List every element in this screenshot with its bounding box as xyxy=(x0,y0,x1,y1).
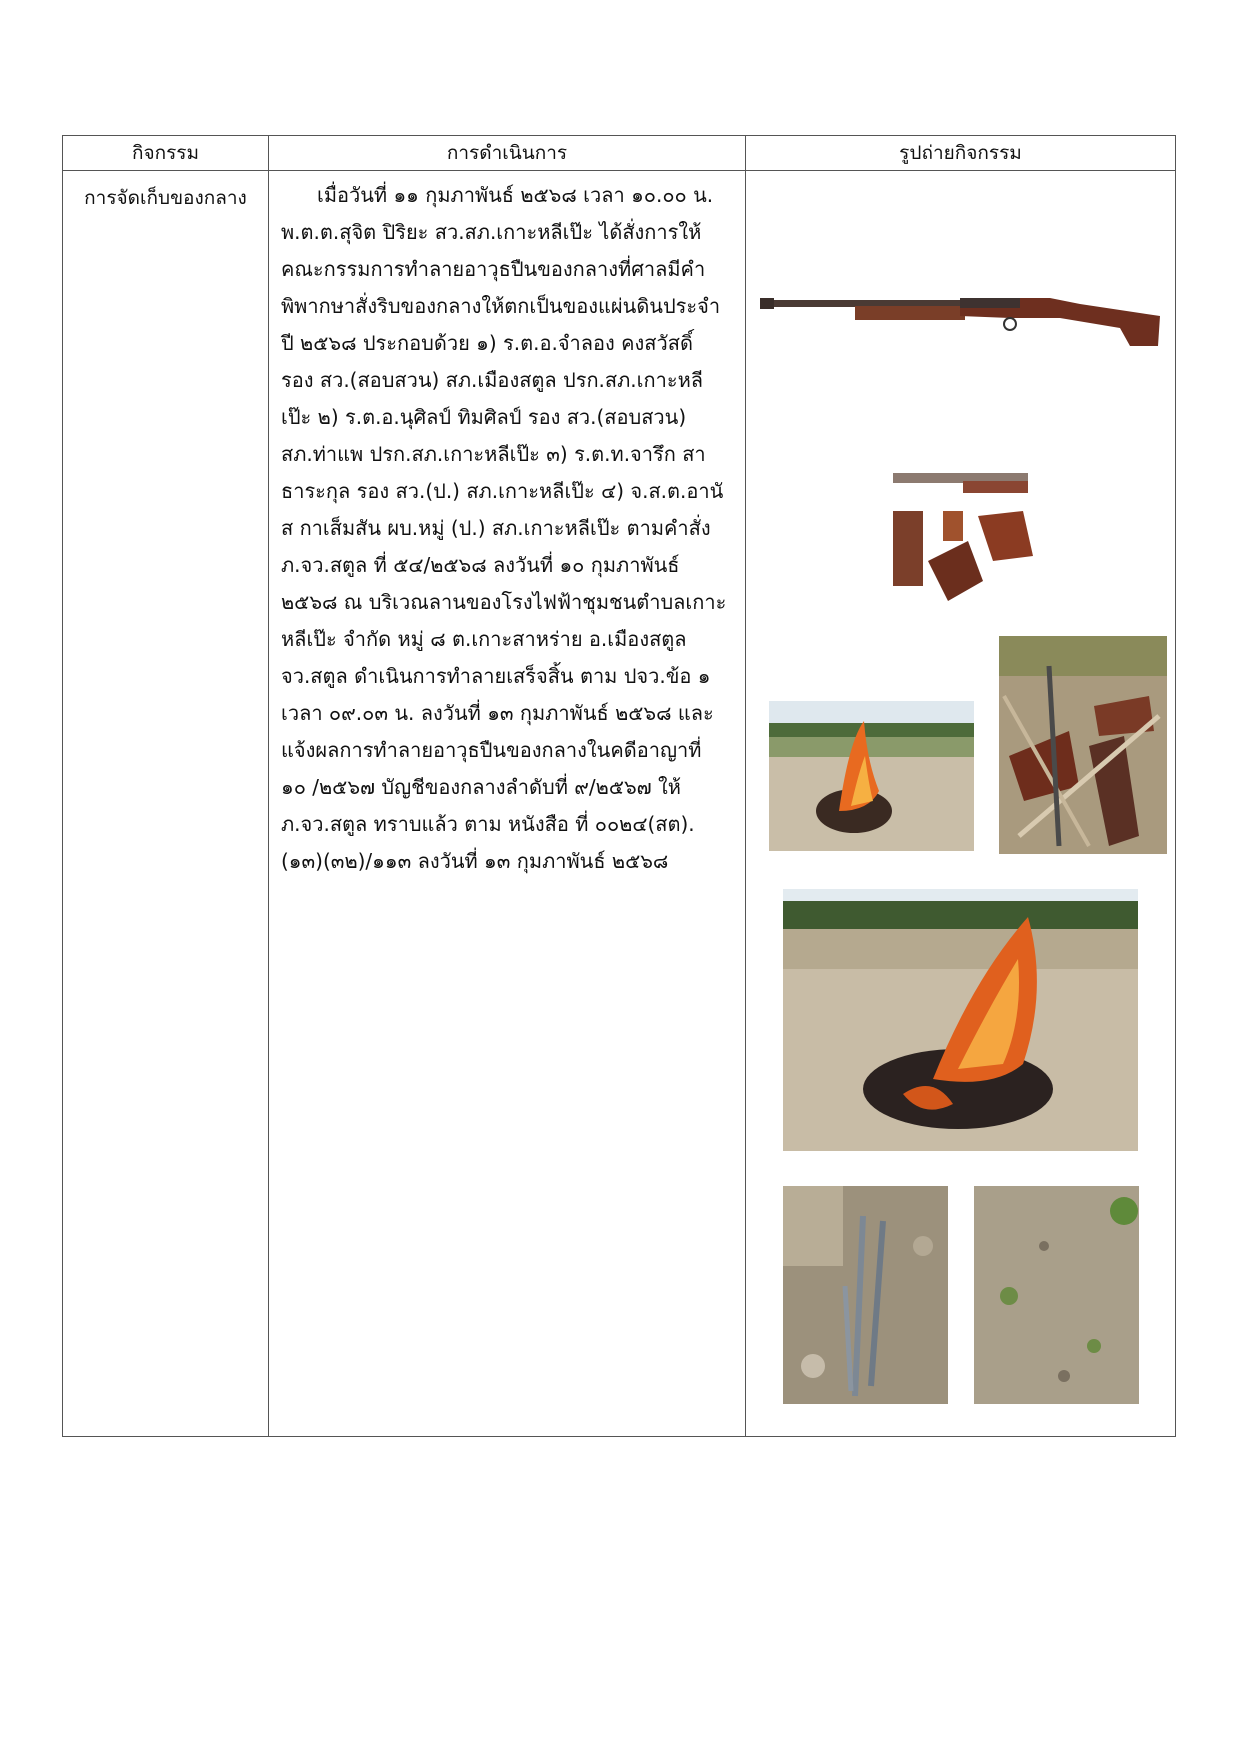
dismantled-gun-parts-photo xyxy=(888,461,1058,611)
small-fire-photo xyxy=(769,701,974,851)
burning-pile-photo xyxy=(783,889,1138,1151)
metal-barrels-photo xyxy=(783,1186,948,1404)
table-row xyxy=(63,171,1176,1437)
activity-report-table xyxy=(62,135,1176,1437)
table-header-row xyxy=(63,136,1176,171)
rifle-photo xyxy=(760,276,1165,346)
description-cell xyxy=(269,171,746,1437)
activity-cell: การจัดเก็บของกลาง xyxy=(63,171,269,1437)
photos-cell xyxy=(746,171,1176,1437)
description-text: เมื่อวันที่ ๑๑ กุมภาพันธ์ ๒๕๖๘ เวลา ๑๐.๐๐ น. พ.ต.ต.สุจิต ปิริยะ สว.สภ.เกาะหลีเป๊ะ ได้สั่งการให้คณะกรรมการทำลายอาวุธปืนของกลางที่ศาลมีคำพิพากษาสั่งริบของกลางให้ตกเป็นของแผ่นดินประจำปี ๒๕๖๘ ประกอบด้วย ๑) ร.ต.อ.จำลอง คงสวัสดิ์ รอง สว.(สอบสวน) สภ.เมืองสตูล ปรก.สภ.เกาะหลีเป๊ะ ๒) ร.ต.อ.นุศิลป์ ทิมศิลป์ รอง สว.(สอบสวน) สภ.ท่าแพ ปรก.สภ.เกาะหลีเป๊ะ ๓) ร.ต.ท.จารึก สาธาระกุล รอง สว.(ป.) สภ.เกาะหลีเป๊ะ ๔) จ.ส.ต.อานัส กาเส็มสัน ผบ.หมู่ (ป.) สภ.เกาะหลีเป๊ะ ตามคำสั่ง ภ.จว.สตูล ที่ ๕๔/๒๕๖๘ ลงวันที่ ๑๐ กุมภาพันธ์ ๒๕๖๘ ณ บริเวณลานของโรงไฟฟ้าชุมชนตำบลเกาะหลีเป๊ะ จำกัด หมู่ ๘ ต.เกาะสาหร่าย อ.เมืองสตูล จว.สตูล ดำเนินการทำลายเสร็จสิ้น ตาม ปจว.ข้อ ๑ เวลา ๐๙.๐๓ น. ลงวันที่ ๑๓ กุมภาพันธ์ ๒๕๖๘ และแจ้งผลการทำลายอาวุธปืนของกลางในคดีอาญาที่ ๑๐ /๒๕๖๗ บัญชีของกลางลำดับที่ ๙/๒๕๖๗ ให้ ภ.จว.สตูล ทราบแล้ว ตาม หนังสือ ที่ ๐๐๒๔(สต).(๑๓)(๓๒)/๑๑๓ ลงวันที่ ๑๓ กุมภาพันธ์ ๒๕๖๘ xyxy=(281,183,727,873)
header-photos: รูปถ่ายกิจกรรม xyxy=(746,136,1176,171)
header-activity: กิจกรรม xyxy=(63,136,269,171)
cleared-ground-photo xyxy=(974,1186,1139,1404)
header-operation: การดำเนินการ xyxy=(269,136,746,171)
wooden-stocks-pile-photo xyxy=(999,636,1167,854)
